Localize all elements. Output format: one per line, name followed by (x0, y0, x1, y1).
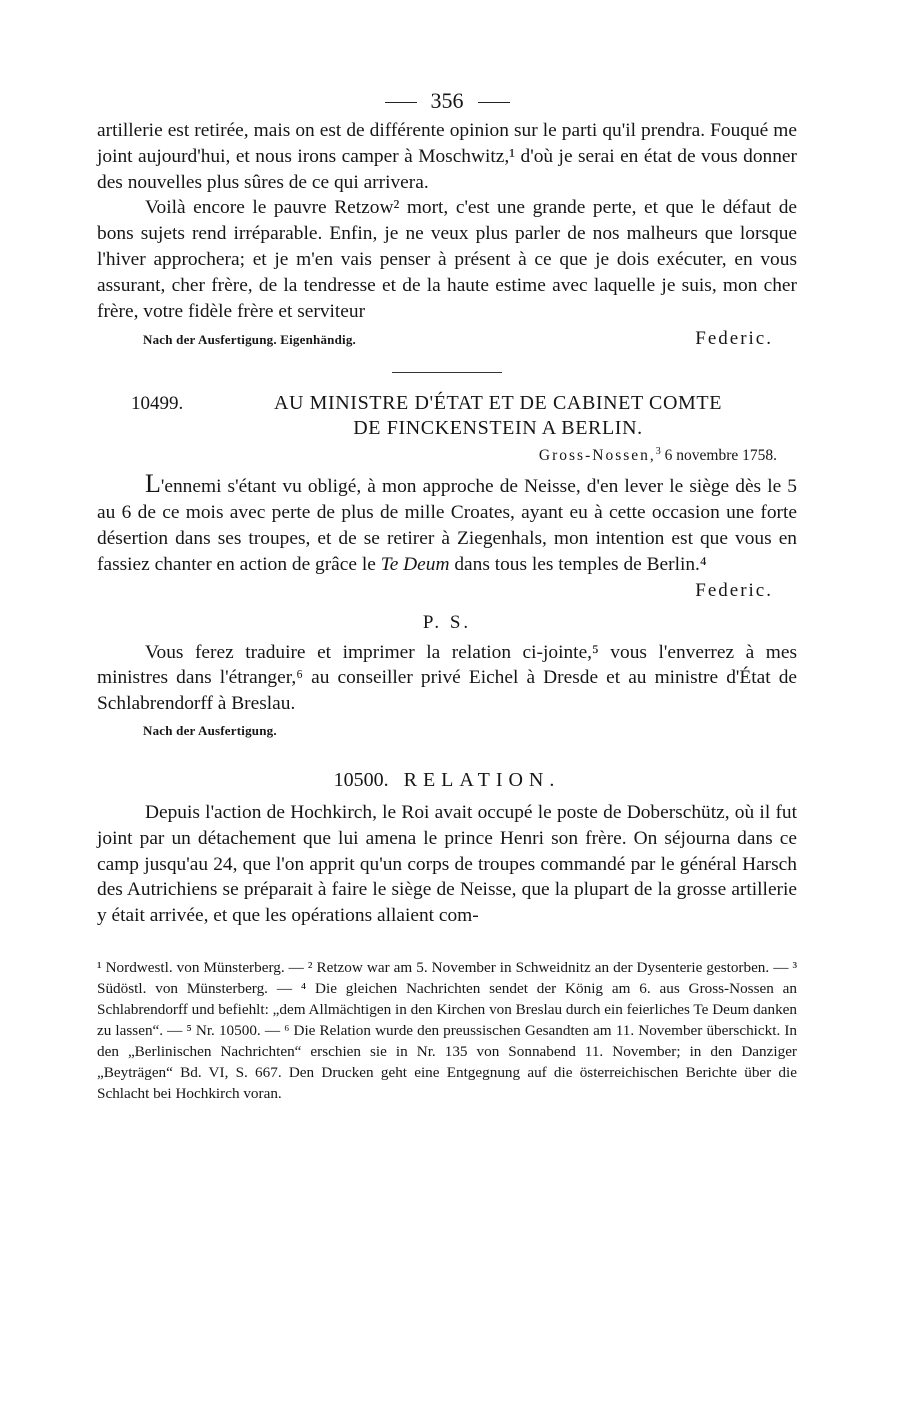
letter-end-paragraph-2: Voilà encore le pauvre Retzow² mort, c'est une grande perte, et que le défaut de bons sujets rend irréparable. Enfin, je ne veux plus parler de nos malheurs que lorsque l'hiver approchera; et je m'en vais penser à présent à ce que je dois exécuter, en vous assurant, cher frère, de la tendresse et de la haute estime avec laquelle je suis, mon cher frère, votre fidèle frère et serviteur (97, 197, 797, 322)
letter-10499-title-line-1: AU MINISTRE D'ÉTAT ET DE CABINET COMTE (273, 392, 723, 415)
postscript-label: P. S. (422, 611, 472, 633)
letter-10499-date: 6 novembre 1758. (660, 447, 777, 465)
letter-10499-place: Gross-Nossen, (538, 447, 656, 465)
te-deum-italic: Te Deum (380, 553, 450, 575)
letter-10499-number: 10499. (131, 393, 184, 415)
relation-10500-title: RELATION. (403, 768, 561, 791)
letter-end-paragraph-1: artillerie est retirée, mais on est de différente opinion sur le parti qu'il prendra. Fouqué me joint aujourd'hui, et nous irons camper à Moschwitz,¹ d'où je serai en état de vous donner des nouvelles plus sûres de ce qui arrivera. (97, 120, 797, 193)
letter-end-closing (97, 328, 797, 350)
postscript-body: Vous ferez traduire et imprimer la relation ci-jointe,⁵ vous l'enverrez à mes ministres dans l'étranger,⁶ au conseiller privé Eichel à Dresde et au ministre d'État de Schlabrendorff à Breslau. (97, 641, 797, 715)
letter-10499-initial: L (145, 469, 161, 499)
relation-10500-number: 10500. (333, 768, 389, 791)
letter-10499-source-note: Nach der Ausfertigung. (143, 722, 277, 738)
letter-10499-dateline (97, 447, 777, 465)
book-page (97, 84, 797, 1119)
letter-10499-title-line-2: DE FINCKENSTEIN A BERLIN. (353, 417, 643, 440)
letter-end-signature: Federic. (695, 328, 773, 350)
page-number (97, 84, 797, 118)
letter-10499-body-text: 'ennemi s'étant vu obligé, à mon approche de Neisse, d'en lever le siège dès le 5 au 6 de ce mois avec perte de plus de mille Croates, ayant eu à cette occasion une forte désertion dans ses troupes, et de se retirer à Ziegenhals, mon intention est que vous en fassiez chanter en action de grâce le (97, 476, 797, 575)
letter-end-source-note: Nach der Ausfertigung. Eigenhändig. (143, 332, 356, 348)
footnotes: ¹ Nordwestl. von Münsterberg. — ² Retzow war am 5. November in Schweidnitz an der Dysenterie gestorben. — ³ Südöstl. von Münsterberg. — ⁴ Die gleichen Nachrichten sendet der König am 6. aus Gross-Nossen an Schlabrendorff und befiehlt: „dem Allmächtigen in den Kirchen von Breslau durch ein feierliches Te Deum danken zu lassen“. — ⁵ Nr. 10500. — ⁶ Die Relation wurde den preussischen Gesandten am 11. November überschickt. In den „Berlinischen Nachrichten“ erschien sie in Nr. 135 von Sonnabend 11. November; in den Danziger „Beyträgen“ Bd. VI, S. 667. Den Drucken geht eine Entgegnung auf die österreichischen Berichte über die Schlacht bei Hochkirch voran. (97, 958, 797, 1102)
page-number-dash-right (478, 102, 510, 103)
section-divider (392, 372, 502, 373)
letter-10499-body-end: dans tous les temples de Berlin.⁴ (449, 553, 707, 575)
relation-10500-body: Depuis l'action de Hochkirch, le Roi avait occupé le poste de Doberschütz, où il fut joint par un détachement que lui amena le prince Henri son frère. On séjourna dans ce camp jusqu'au 24, que l'on apprit qu'un corps de troupes commandé par le général Harsch des Autrichiens se préparait à faire le siège de Neisse, que la plupart de la grosse artillerie y était arrivée, et que les opérations allaient com- (97, 801, 797, 927)
letter-10499-title (219, 391, 797, 441)
page-number-dash-left (385, 102, 417, 103)
letter-10499-signature: Federic. (695, 579, 773, 601)
letter-10499-heading (97, 391, 797, 441)
letter-10499-body (97, 471, 797, 577)
page-number-text: 356 (430, 88, 464, 113)
relation-10500-heading (97, 769, 797, 792)
letter-10499-place-note: 3 (655, 446, 661, 458)
